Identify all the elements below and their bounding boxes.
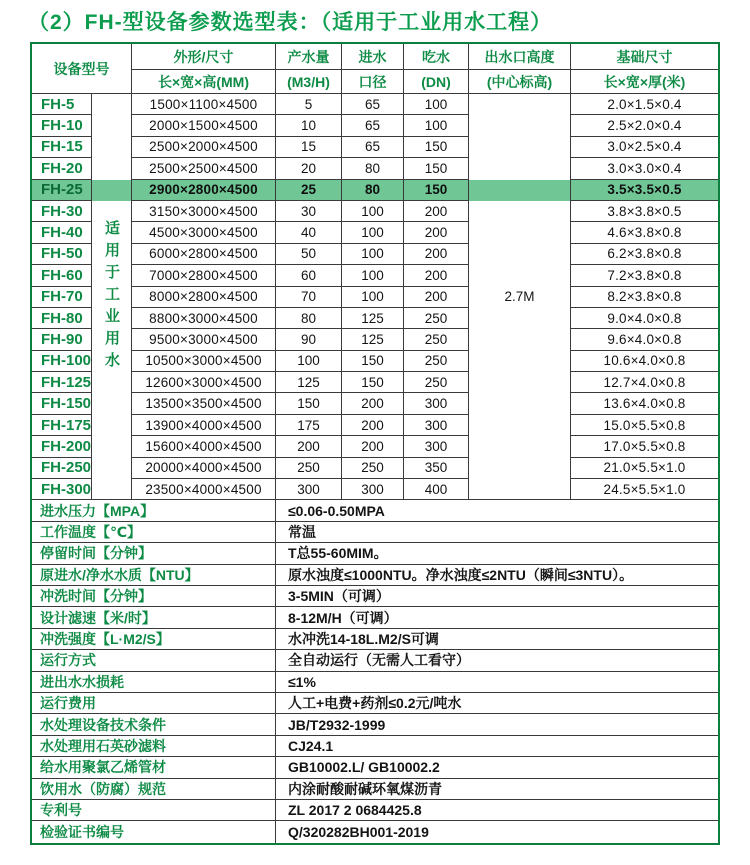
- capacity-cell: 125: [276, 372, 342, 393]
- dims-cell: 7000×2800×4500: [132, 265, 276, 286]
- spec-value: ≤1%: [276, 672, 718, 693]
- draft-cell: 250: [404, 351, 469, 372]
- draft-cell: 400: [404, 479, 469, 500]
- spec-label: 工作温度【℃】: [32, 522, 276, 543]
- dims-cell: 13900×4000×4500: [132, 415, 276, 436]
- inlet-cell: 125: [342, 308, 404, 329]
- spec-value: 人工+电费+药剂≤0.2元/吨水: [276, 693, 718, 714]
- base-cell: 3.8×3.8×0.5: [571, 201, 718, 222]
- spec-label: 水处理用石英砂滤料: [32, 736, 276, 757]
- capacity-cell: 80: [276, 308, 342, 329]
- spec-value: 全自动运行（无需人工看守）: [276, 650, 718, 671]
- spec-label: 设计滤速【米/时】: [32, 607, 276, 628]
- inlet-cell: 100: [342, 265, 404, 286]
- base-cell: 2.5×2.0×0.4: [571, 115, 718, 136]
- base-cell: 9.6×4.0×0.8: [571, 329, 718, 350]
- dims-cell: 1500×1100×4500: [132, 94, 276, 115]
- base-cell: 6.2×3.8×0.8: [571, 244, 718, 265]
- spec-value: GB10002.L/ GB10002.2: [276, 757, 718, 778]
- capacity-cell: 5: [276, 94, 342, 115]
- model-cell: FH-30: [32, 201, 92, 222]
- dims-cell: 23500×4000×4500: [132, 479, 276, 500]
- spec-value: 内涂耐酸耐碱环氧煤沥青: [276, 779, 718, 800]
- inlet-cell: 65: [342, 115, 404, 136]
- model-cell: FH-10: [32, 115, 92, 136]
- inlet-cell: 125: [342, 329, 404, 350]
- base-cell: 7.2×3.8×0.8: [571, 265, 718, 286]
- capacity-cell: 15: [276, 137, 342, 158]
- inlet-cell: 200: [342, 393, 404, 414]
- inlet-cell: 65: [342, 94, 404, 115]
- capacity-cell: 100: [276, 351, 342, 372]
- base-cell: 17.0×5.5×0.8: [571, 436, 718, 457]
- spec-label: 进出水水损耗: [32, 672, 276, 693]
- scope-vertical-label: 适用于工业用水: [92, 94, 132, 500]
- draft-cell: 200: [404, 244, 469, 265]
- inlet-cell: 100: [342, 287, 404, 308]
- model-cell: FH-200: [32, 436, 92, 457]
- base-cell: 3.0×2.5×0.4: [571, 137, 718, 158]
- header-draft-top: 吃水: [404, 44, 469, 70]
- spec-value: 原水浊度≤1000NTU。净水浊度≤2NTU（瞬间≤3NTU）。: [276, 565, 718, 586]
- dims-cell: 20000×4000×4500: [132, 458, 276, 479]
- capacity-cell: 300: [276, 479, 342, 500]
- draft-cell: 250: [404, 308, 469, 329]
- dims-cell: 13500×3500×4500: [132, 393, 276, 414]
- dims-cell: 2500×2000×4500: [132, 137, 276, 158]
- capacity-cell: 40: [276, 222, 342, 243]
- header-outlet-sub: (中心标高): [469, 70, 571, 94]
- inlet-cell: 100: [342, 222, 404, 243]
- model-cell: FH-60: [32, 265, 92, 286]
- spec-label: 饮用水（防腐）规范: [32, 779, 276, 800]
- capacity-cell: 70: [276, 287, 342, 308]
- capacity-cell: 175: [276, 415, 342, 436]
- spec-value: 常温: [276, 522, 718, 543]
- base-cell: 24.5×5.5×1.0: [571, 479, 718, 500]
- model-cell: FH-70: [32, 287, 92, 308]
- spec-value: CJ24.1: [276, 736, 718, 757]
- spec-value: ≤0.06-0.50MPA: [276, 500, 718, 521]
- inlet-cell: 100: [342, 201, 404, 222]
- base-cell: 8.2×3.8×0.8: [571, 287, 718, 308]
- inlet-cell: 80: [342, 158, 404, 179]
- inlet-cell: 300: [342, 479, 404, 500]
- dims-cell: 4500×3000×4500: [132, 222, 276, 243]
- model-cell: FH-40: [32, 222, 92, 243]
- header-dims-top: 外形/尺寸: [132, 44, 276, 70]
- draft-cell: 350: [404, 458, 469, 479]
- outlet-height-cell: 2.7M: [469, 94, 571, 500]
- header-model: 设备型号: [32, 44, 132, 94]
- header-draft-sub: (DN): [404, 70, 469, 94]
- inlet-cell: 80: [342, 180, 404, 201]
- spec-label: 水处理设备技术条件: [32, 714, 276, 735]
- capacity-cell: 250: [276, 458, 342, 479]
- dims-cell: 8800×3000×4500: [132, 308, 276, 329]
- model-cell: FH-175: [32, 415, 92, 436]
- spec-label: 原进水/净水水质【NTU】: [32, 565, 276, 586]
- header-dims-sub: 长×宽×高(MM): [132, 70, 276, 94]
- spec-value: 8-12M/H（可调）: [276, 607, 718, 628]
- capacity-cell: 30: [276, 201, 342, 222]
- model-cell: FH-300: [32, 479, 92, 500]
- capacity-cell: 90: [276, 329, 342, 350]
- spec-label: 进水压力【MPA】: [32, 500, 276, 521]
- base-cell: 10.6×4.0×0.8: [571, 351, 718, 372]
- spec-label: 专利号: [32, 800, 276, 821]
- model-cell: FH-125: [32, 372, 92, 393]
- spec-value: T总55-60MIM。: [276, 543, 718, 564]
- header-capacity-top: 产水量: [276, 44, 342, 70]
- base-cell: 12.7×4.0×0.8: [571, 372, 718, 393]
- draft-cell: 200: [404, 201, 469, 222]
- draft-cell: 300: [404, 393, 469, 414]
- model-cell: FH-50: [32, 244, 92, 265]
- draft-cell: 300: [404, 415, 469, 436]
- base-cell: 15.0×5.5×0.8: [571, 415, 718, 436]
- model-cell: FH-5: [32, 94, 92, 115]
- spec-label: 运行费用: [32, 693, 276, 714]
- dims-cell: 10500×3000×4500: [132, 351, 276, 372]
- draft-cell: 200: [404, 287, 469, 308]
- inlet-cell: 200: [342, 415, 404, 436]
- model-cell: FH-25: [32, 180, 92, 201]
- inlet-cell: 250: [342, 458, 404, 479]
- draft-cell: 100: [404, 115, 469, 136]
- header-base-sub: 长×宽×厚(米): [571, 70, 718, 94]
- inlet-cell: 150: [342, 372, 404, 393]
- spec-label: 停留时间【分钟】: [32, 543, 276, 564]
- capacity-cell: 25: [276, 180, 342, 201]
- capacity-cell: 20: [276, 158, 342, 179]
- draft-cell: 250: [404, 329, 469, 350]
- draft-cell: 200: [404, 222, 469, 243]
- base-cell: 4.6×3.8×0.8: [571, 222, 718, 243]
- draft-cell: 150: [404, 158, 469, 179]
- page-title: （2）FH-型设备参数选型表：（适用于工业用水工程）: [28, 11, 553, 34]
- spec-value: Q/320282BH001-2019: [288, 823, 429, 840]
- capacity-cell: 200: [276, 436, 342, 457]
- base-cell: 2.0×1.5×0.4: [571, 94, 718, 115]
- model-cell: FH-90: [32, 329, 92, 350]
- draft-cell: 250: [404, 372, 469, 393]
- model-cell: FH-20: [32, 158, 92, 179]
- draft-cell: 100: [404, 94, 469, 115]
- spec-label: 冲洗强度【L·M2/S】: [32, 629, 276, 650]
- spec-value: ZL 2017 2 0684425.8: [276, 800, 718, 821]
- model-cell: FH-15: [32, 137, 92, 158]
- base-cell: 3.5×3.5×0.5: [571, 180, 718, 201]
- model-cell: FH-100: [32, 351, 92, 372]
- dims-cell: 15600×4000×4500: [132, 436, 276, 457]
- dims-cell: 12600×3000×4500: [132, 372, 276, 393]
- draft-cell: 200: [404, 265, 469, 286]
- base-cell: 3.0×3.0×0.4: [571, 158, 718, 179]
- inlet-cell: 150: [342, 351, 404, 372]
- inlet-cell: 65: [342, 137, 404, 158]
- spec-label: 运行方式: [32, 650, 276, 671]
- dims-cell: 2900×2800×4500: [132, 180, 276, 201]
- model-cell: FH-150: [32, 393, 92, 414]
- model-cell: FH-80: [32, 308, 92, 329]
- dims-cell: 6000×2800×4500: [132, 244, 276, 265]
- spec-label: 检验证书编号: [32, 821, 276, 842]
- dims-cell: 8000×2800×4500: [132, 287, 276, 308]
- parameter-table: [30, 42, 720, 845]
- base-cell: 13.6×4.0×0.8: [571, 393, 718, 414]
- draft-cell: 300: [404, 436, 469, 457]
- capacity-cell: 60: [276, 265, 342, 286]
- inlet-cell: 200: [342, 436, 404, 457]
- base-cell: 9.0×4.0×0.8: [571, 308, 718, 329]
- header-outlet-top: 出水口高度: [469, 44, 571, 70]
- spec-value: 水冲洗14-18L.M2/S可调: [276, 629, 718, 650]
- dims-cell: 9500×3000×4500: [132, 329, 276, 350]
- draft-cell: 150: [404, 137, 469, 158]
- spec-label: 冲洗时间【分钟】: [32, 586, 276, 607]
- capacity-cell: 50: [276, 244, 342, 265]
- spec-value: JB/T2932-1999: [276, 714, 718, 735]
- capacity-cell: 150: [276, 393, 342, 414]
- model-cell: FH-250: [32, 458, 92, 479]
- draft-cell: 150: [404, 180, 469, 201]
- spec-label: 给水用聚氯乙烯管材: [32, 757, 276, 778]
- dims-cell: 2000×1500×4500: [132, 115, 276, 136]
- capacity-cell: 10: [276, 115, 342, 136]
- header-inlet-top: 进水: [342, 44, 404, 70]
- dims-cell: 2500×2500×4500: [132, 158, 276, 179]
- header-inlet-sub: 口径: [342, 70, 404, 94]
- base-cell: 21.0×5.5×1.0: [571, 458, 718, 479]
- spec-value: 3-5MIN（可调）: [276, 586, 718, 607]
- header-capacity-sub: (M3/H): [276, 70, 342, 94]
- inlet-cell: 100: [342, 244, 404, 265]
- dims-cell: 3150×3000×4500: [132, 201, 276, 222]
- header-base-top: 基础尺寸: [571, 44, 718, 70]
